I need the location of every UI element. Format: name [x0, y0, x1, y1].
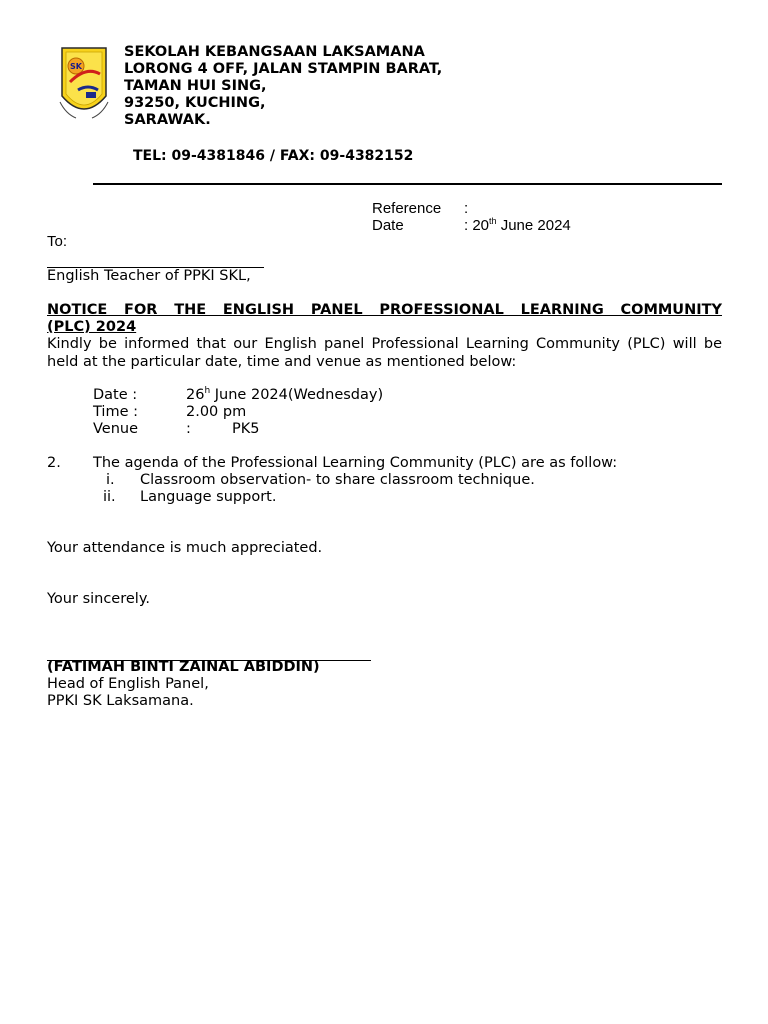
sign-off: Your sincerely. [47, 591, 150, 607]
address-line: 93250, KUCHING, [124, 95, 266, 111]
date-sup: th [489, 216, 497, 226]
agenda-item: Classroom observation- to share classroom technique. [140, 472, 535, 488]
school-logo [56, 44, 112, 122]
reference-label: Reference [372, 200, 442, 217]
to-label: To: [47, 233, 68, 250]
agenda-marker: i. [106, 472, 115, 488]
addressee: English Teacher of PPKI SKL, [47, 268, 251, 284]
detail-date-prefix: 26 [186, 387, 205, 403]
address-line: SEKOLAH KEBANGSAAN LAKSAMANA [124, 44, 425, 60]
detail-date-sup: h [204, 386, 211, 396]
detail-venue-separator: : [186, 421, 191, 437]
signatory-name: (FATIMAH BINTI ZAINAL ABIDDIN) [47, 659, 320, 675]
address-line: LORONG 4 OFF, JALAN STAMPIN BARAT, [124, 61, 443, 77]
agenda-intro: The agenda of the Professional Learning Community (PLC) are as follow: [93, 455, 618, 471]
tel-fax: TEL: 09-4381846 / FAX: 09-4382152 [133, 148, 414, 164]
school-address [124, 44, 442, 129]
date-label: Date [372, 217, 404, 234]
detail-date-suffix: June 2024(Wednesday) [210, 387, 384, 403]
agenda-number: 2. [47, 455, 61, 471]
date-prefix: : 20 [464, 217, 490, 234]
attendance-note: Your attendance is much appreciated. [47, 540, 323, 556]
letter-date [464, 217, 571, 234]
address-line: SARAWAK. [124, 112, 211, 128]
detail-venue-label: Venue [93, 421, 139, 437]
logo-text: SK [70, 62, 82, 71]
detail-date-value [186, 387, 383, 404]
detail-venue-value: PK5 [232, 421, 260, 437]
date-suffix: June 2024 [496, 217, 571, 234]
reference-separator: : [464, 200, 469, 217]
header-divider [93, 183, 722, 185]
detail-time-value: 2.00 pm [186, 404, 247, 420]
signatory-title: Head of English Panel, [47, 676, 209, 692]
detail-date-label: Date : [93, 387, 138, 403]
agenda-item: Language support. [140, 489, 277, 505]
intro-paragraph: Kindly be informed that our English panel Professional Learning Community (PLC) will be held at the particular date, time and venue as mentioned below: [47, 336, 722, 370]
notice-title: NOTICE FOR THE ENGLISH PANEL PROFESSIONAL LEARNING COMMUNITY [47, 302, 722, 318]
signatory-org: PPKI SK Laksamana. [47, 693, 194, 709]
agenda-marker: ii. [103, 489, 116, 505]
notice-title-line2: (PLC) 2024 [47, 319, 137, 335]
detail-time-label: Time : [93, 404, 138, 420]
address-line: TAMAN HUI SING, [124, 78, 267, 94]
